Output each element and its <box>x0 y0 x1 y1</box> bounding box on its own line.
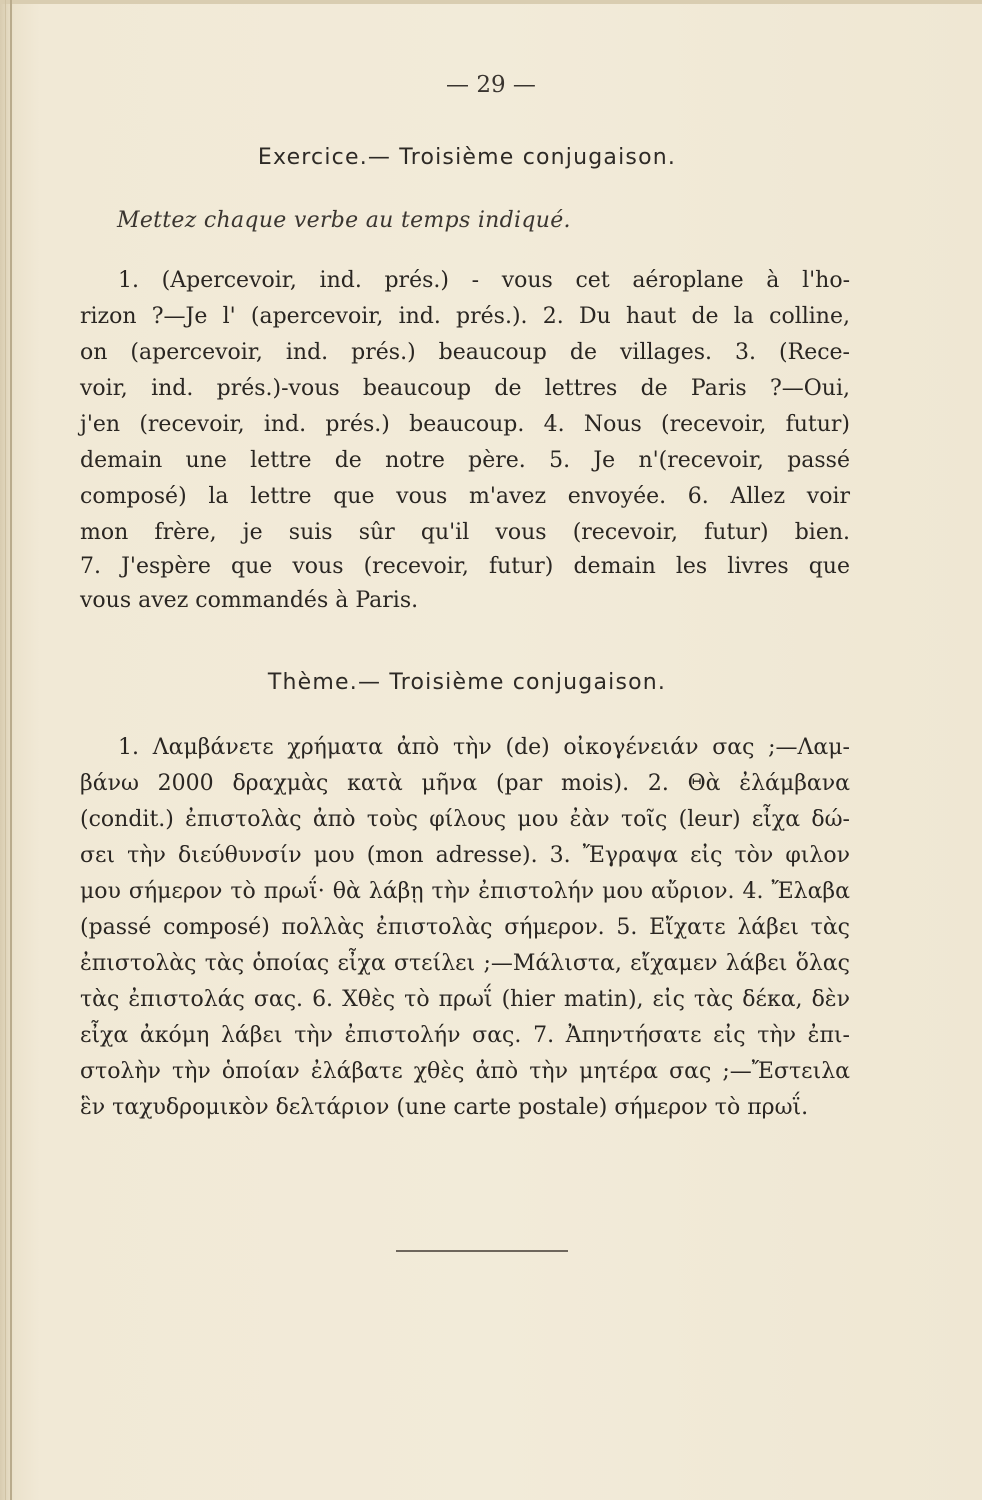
page-top-edge <box>0 0 982 4</box>
exercice-line: j'en (recevoir, ind. prés.) beaucoup. 4. Nous (recevoir, futur) <box>80 412 850 437</box>
theme-line: ἓν ταχυδρομικὸν δελτάριον (une carte postale) σήμερον τὸ πρωΐ. <box>80 1095 809 1120</box>
theme-line: εἶχα ἀκόμη λάβει τὴν ἐπιστολήν σας. 7. Ἀπηντήσατε εἰς τὴν ἐπι- <box>80 1023 850 1048</box>
theme-line: βάνω 2000 δραχμὰς κατὰ μῆνα (par mois). 2. Θὰ ἐλάμβανα <box>80 771 850 796</box>
theme-line: στολὴν τὴν ὁποίαν ἐλάβατε χθὲς ἀπὸ τὴν μητέρα σας ;—Ἔστειλα <box>80 1059 850 1084</box>
exercice-line: vous avez commandés à Paris. <box>80 588 419 613</box>
binding-line <box>10 0 12 1500</box>
binding-shadow <box>5 0 6 1500</box>
end-rule <box>396 1250 568 1252</box>
page-number: — 29 — <box>446 72 536 98</box>
exercice-heading: Exercice.— Troisième conjugaison. <box>257 145 677 170</box>
exercice-line: on (apercevoir, ind. prés.) beaucoup de villages. 3. (Rece- <box>80 340 850 365</box>
theme-line: μου σήμερον τὸ πρωΐ· θὰ λάβῃ τὴν ἐπιστολήν μου αὔριον. 4. Ἔλαβα <box>80 879 850 904</box>
theme-heading: Thème.— Troisième conjugaison. <box>267 670 667 695</box>
theme-line: σει τὴν διεύθυνσίν μου (mon adresse). 3. Ἔγραψα εἰς τὸν φιλον <box>80 843 850 868</box>
exercice-line: 7. J'espère que vous (recevoir, futur) demain les livres que <box>80 554 850 579</box>
exercice-line: rizon ?—Je l' (apercevoir, ind. prés.). 2. Du haut de la colline, <box>80 304 850 329</box>
theme-line: τὰς ἐπιστολάς σας. 6. Χθὲς τὸ πρωΐ (hier matin), εἰς τὰς δέκα, δὲν <box>80 987 850 1012</box>
exercice-line: composé) la lettre que vous m'avez envoyée. 6. Allez voir <box>80 484 850 509</box>
exercice-line: voir, ind. prés.)-vous beaucoup de lettres de Paris ?—Oui, <box>80 376 850 401</box>
exercice-line: 1. (Apercevoir, ind. prés.) - vous cet aéroplane à l'ho- <box>118 268 850 293</box>
theme-line: (passé composé) πολλὰς ἐπιστολὰς σήμερον. 5. Εἴχατε λάβει τὰς <box>80 915 850 940</box>
theme-line: (condit.) ἐπιστολὰς ἀπὸ τοὺς φίλους μου ἐὰν τοῖς (leur) εἶχα δώ- <box>80 807 850 832</box>
theme-line: ἐπιστολὰς τὰς ὁποίας εἶχα στείλει ;—Μάλιστα, εἴχαμεν λάβει ὅλας <box>80 951 850 976</box>
theme-line: 1. Λαμβάνετε χρήματα ἀπὸ τὴν (de) οἰκογένειάν σας ;—Λαμ- <box>118 735 850 760</box>
exercice-line: demain une lettre de notre père. 5. Je n'(recevoir, passé <box>80 448 850 473</box>
exercice-line: mon frère, je suis sûr qu'il vous (recevoir, futur) bien. <box>80 520 850 545</box>
exercice-instruction: Mettez chaque verbe au temps indiqué. <box>117 208 571 233</box>
